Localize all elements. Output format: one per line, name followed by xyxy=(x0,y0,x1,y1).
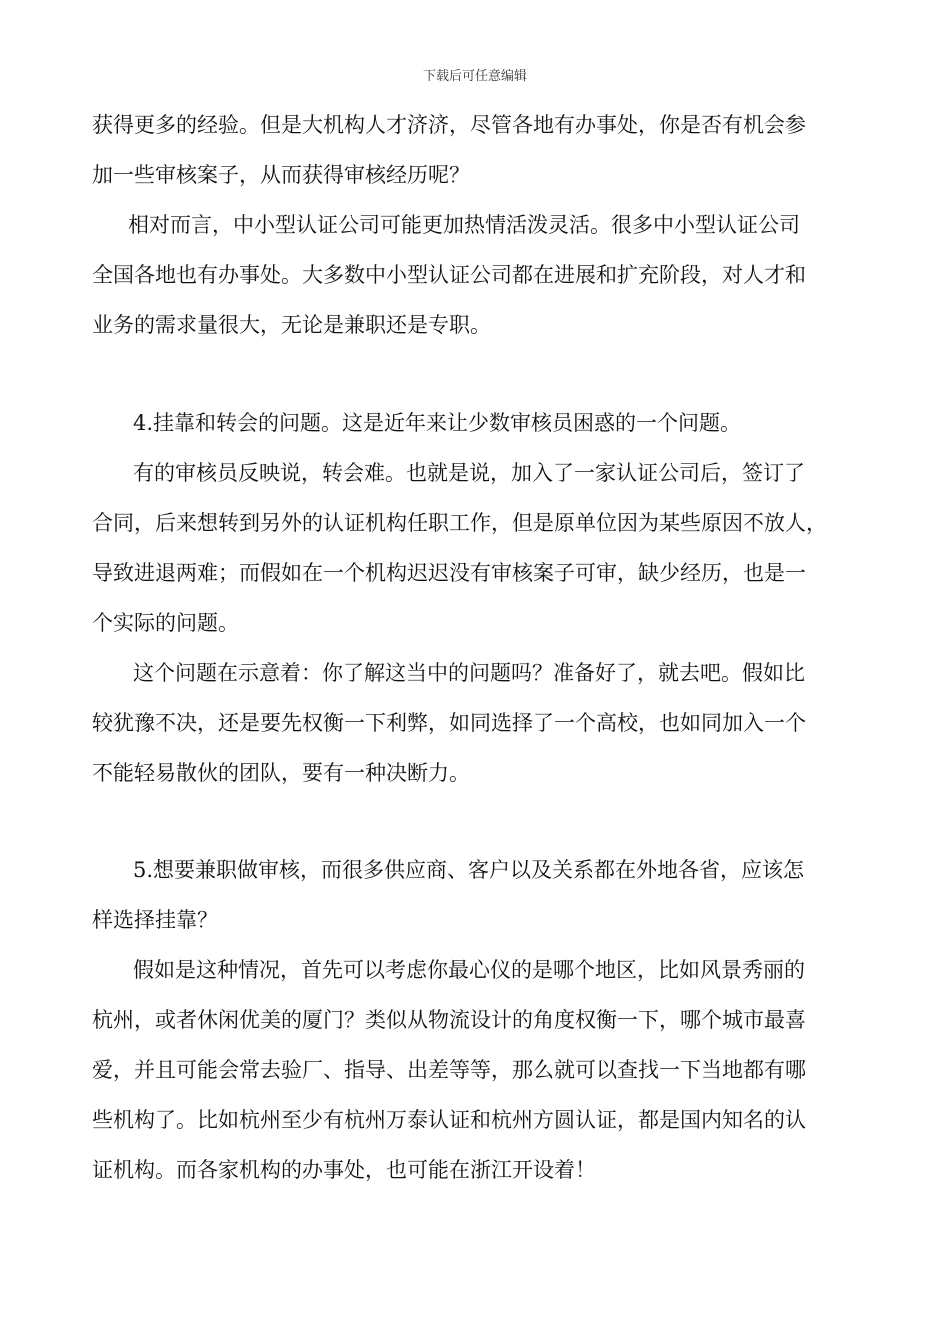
text-line: 个实际的问题。 xyxy=(92,611,239,635)
text-line: 获得更多的经验。但是大机构人才济济，尽管各地有办事处，你是否有机会参 xyxy=(92,113,806,137)
section-heading: 4.挂靠和转会的问题。这是近年来让少数审核员困惑的一个问题。 xyxy=(133,411,742,435)
text-line: 证机构。而各家机构的办事处，也可能在浙江开设着！ xyxy=(92,1158,596,1182)
section-heading: 5.想要兼职做审核，而很多供应商、客户以及关系都在外地各省，应该怎 xyxy=(133,858,805,882)
text-line: 爱，并且可能会常去验厂、指导、出差等等，那么就可以查找一下当地都有哪 xyxy=(92,1058,806,1082)
page-header: 下载后可任意编辑 xyxy=(422,69,527,84)
text-line: 全国各地也有办事处。大多数中小型认证公司都在进展和扩充阶段，对人才和 xyxy=(92,263,806,287)
text-line: 较犹豫不决，还是要先权衡一下利弊，如同选择了一个高校，也如同加入一个 xyxy=(92,711,806,735)
text-line: 些机构了。比如杭州至少有杭州万泰认证和杭州方圆认证，都是国内知名的认 xyxy=(92,1108,806,1132)
text-line: 有的审核员反映说，转会难。也就是说，加入了一家认证公司后，签订了 xyxy=(133,461,805,485)
text-line: 这个问题在示意着：你了解这当中的问题吗？准备好了，就去吧。假如比 xyxy=(133,661,805,685)
text-line: 杭州，或者休闲优美的厦门？类似从物流设计的角度权衡一下，哪个城市最喜 xyxy=(92,1008,806,1032)
text-line: 样选择挂靠？ xyxy=(92,908,218,932)
text-line: 不能轻易散伙的团队，要有一种决断力。 xyxy=(92,761,470,785)
text-line: 加一些审核案子，从而获得审核经历呢？ xyxy=(92,163,470,187)
text-line: 导致进退两难；而假如在一个机构迟迟没有审核案子可审，缺少经历，也是一 xyxy=(92,561,806,585)
text-line: 假如是这种情况，首先可以考虑你最心仪的是哪个地区，比如风景秀丽的 xyxy=(133,958,805,982)
text-line: 相对而言，中小型认证公司可能更加热情活泼灵活。很多中小型认证公司 xyxy=(128,213,800,237)
text-line: 合同，后来想转到另外的认证机构任职工作，但是原单位因为某些原因不放人， xyxy=(92,511,827,535)
text-line: 业务的需求量很大，无论是兼职还是专职。 xyxy=(92,313,491,337)
